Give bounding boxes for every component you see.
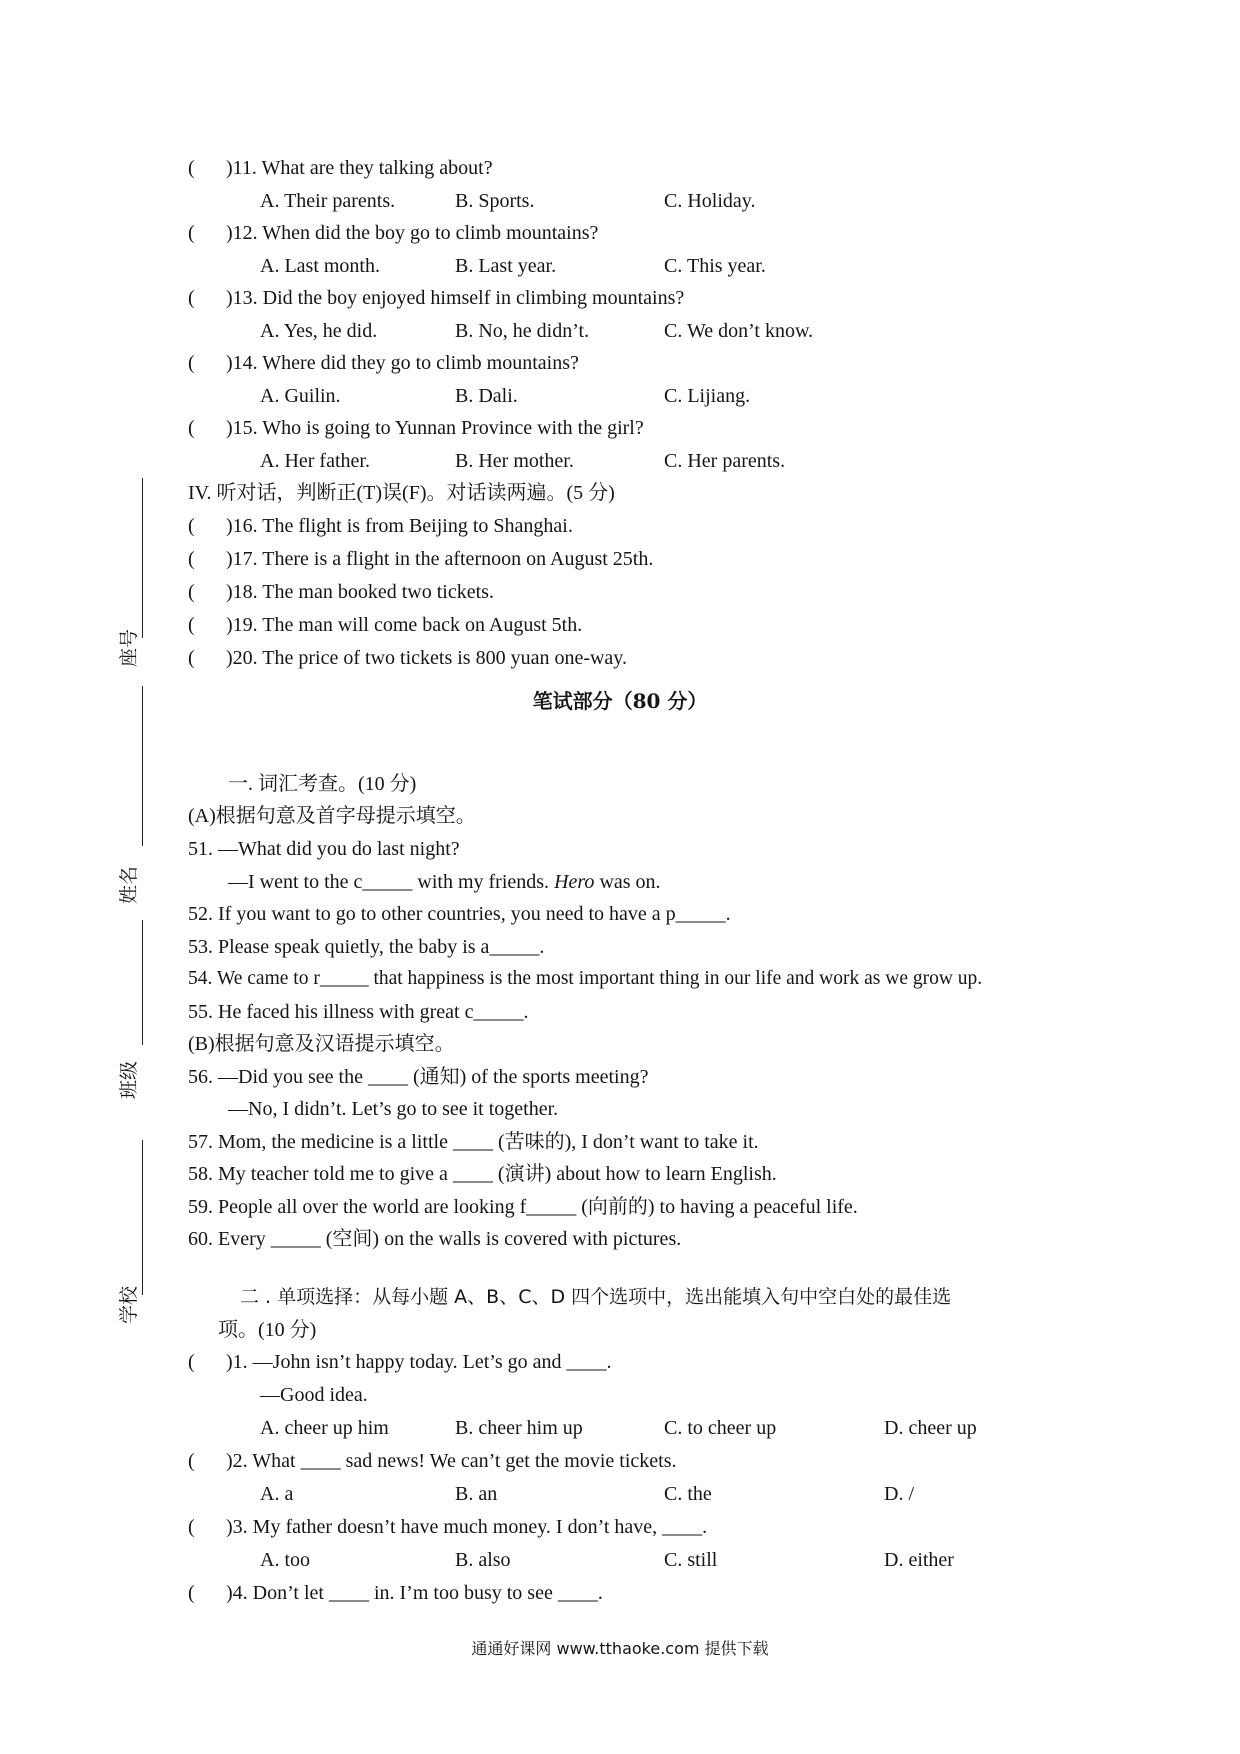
section-iv-title: IV. 听对话，判断正(T)误(F)。对话读两遍。(5 分) [188,482,615,504]
choice-title: 二 . 单项选择：从每小题 A、B、C、D 四个选项中，选出能填入句中空白处的最佳选 [240,1286,952,1308]
c2-option-a: A. a [260,1483,294,1505]
q15-option-c: C. Her parents. [664,450,786,472]
c1-option-c: C. to cheer up [664,1417,777,1439]
question-17: ( )17. There is a flight in the afternoon on August 25th. [188,548,654,570]
question-11: ( )11. What are they talking about? [188,157,493,179]
question-52: 52. If you want to go to other countries, you need to have a p_____. [188,903,731,925]
binding-line [142,478,143,638]
q14-option-b: B. Dali. [455,385,518,407]
question-57: 57. Mom, the medicine is a little ____ (苦味的), I don’t want to take it. [188,1131,759,1153]
q12-option-a: A. Last month. [260,255,380,277]
name-label: 姓名 [118,865,140,904]
question-55: 55. He faced his illness with great c_____. [188,1001,529,1023]
question-56: 56. —Did you see the ____ (通知) of the sports meeting? [188,1066,649,1088]
c3-option-b: B. also [455,1549,511,1571]
choice-question-2: ( )2. What ____ sad news! We can’t get the movie tickets. [188,1450,677,1472]
question-13: ( )13. Did the boy enjoyed himself in climbing mountains? [188,287,685,309]
c1-option-d: D. cheer up [884,1417,977,1439]
question-19: ( )19. The man will come back on August 5th. [188,614,583,636]
c1-option-b: B. cheer him up [455,1417,583,1439]
class-label: 班级 [118,1060,140,1099]
choice-question-1: ( )1. —John isn’t happy today. Let’s go and ____. [188,1351,612,1373]
question-20: ( )20. The price of two tickets is 800 yuan one-way. [188,647,628,669]
seat-number-label: 座号 [118,628,140,667]
c2-option-b: B. an [455,1483,498,1505]
choice-question-3: ( )3. My father doesn’t have much money. I don’t have, ____. [188,1516,708,1538]
vocab-part-a: (A)根据句意及首字母提示填空。 [188,805,476,827]
binding-line [142,1140,143,1295]
c1-option-a: A. cheer up him [260,1417,389,1439]
q11-option-c: C. Holiday. [664,190,756,212]
question-54: 54. We came to r_____ that happiness is the most important thing in our life and work as we grow up. [188,968,983,989]
c3-option-a: A. too [260,1549,310,1571]
choice-title-cont: 项。(10 分) [218,1319,317,1341]
choice-question-4: ( )4. Don’t let ____ in. I’m too busy to see ____. [188,1582,603,1604]
question-12: ( )12. When did the boy go to climb mountains? [188,222,599,244]
question-59: 59. People all over the world are looking f_____ (向前的) to having a peaceful life. [188,1196,858,1218]
question-14: ( )14. Where did they go to climb mountains? [188,352,579,374]
c3-option-d: D. either [884,1549,954,1571]
question-51: 51. —What did you do last night? [188,838,460,860]
question-53: 53. Please speak quietly, the baby is a_____. [188,936,545,958]
vocab-title: 一. 词汇考查。(10 分) [228,773,417,795]
q13-option-c: C. We don’t know. [664,320,814,342]
question-51-reply: —I went to the c_____ with my friends. Hero was on. [228,871,661,893]
c3-option-c: C. still [664,1549,718,1571]
q13-option-b: B. No, he didn’t. [455,320,590,342]
q12-option-b: B. Last year. [455,255,557,277]
q15-option-a: A. Her father. [260,450,370,472]
school-label: 学校 [118,1285,140,1324]
vocab-part-b: (B)根据句意及汉语提示填空。 [188,1033,455,1055]
question-18: ( )18. The man booked two tickets. [188,581,494,603]
q14-option-a: A. Guilin. [260,385,341,407]
q11-option-a: A. Their parents. [260,190,396,212]
binding-line [142,920,143,1045]
question-15: ( )15. Who is going to Yunnan Province with the girl? [188,417,644,439]
c2-option-d: D. / [884,1483,914,1505]
written-part-heading: 笔试部分（80 分） [532,689,708,713]
question-60: 60. Every _____ (空间) on the walls is covered with pictures. [188,1228,682,1250]
q11-option-b: B. Sports. [455,190,535,212]
q15-option-b: B. Her mother. [455,450,574,472]
question-16: ( )16. The flight is from Beijing to Shanghai. [188,515,573,537]
q13-option-a: A. Yes, he did. [260,320,378,342]
question-58: 58. My teacher told me to give a ____ (演讲) about how to learn English. [188,1163,777,1185]
q12-option-c: C. This year. [664,255,766,277]
q14-option-c: C. Lijiang. [664,385,751,407]
choice-question-1-reply: —Good idea. [260,1384,368,1406]
c2-option-c: C. the [664,1483,712,1505]
question-56-reply: —No, I didn’t. Let’s go to see it together. [228,1098,559,1120]
page-footer: 通通好课网 www.tthaoke.com 提供下载 [471,1639,769,1658]
